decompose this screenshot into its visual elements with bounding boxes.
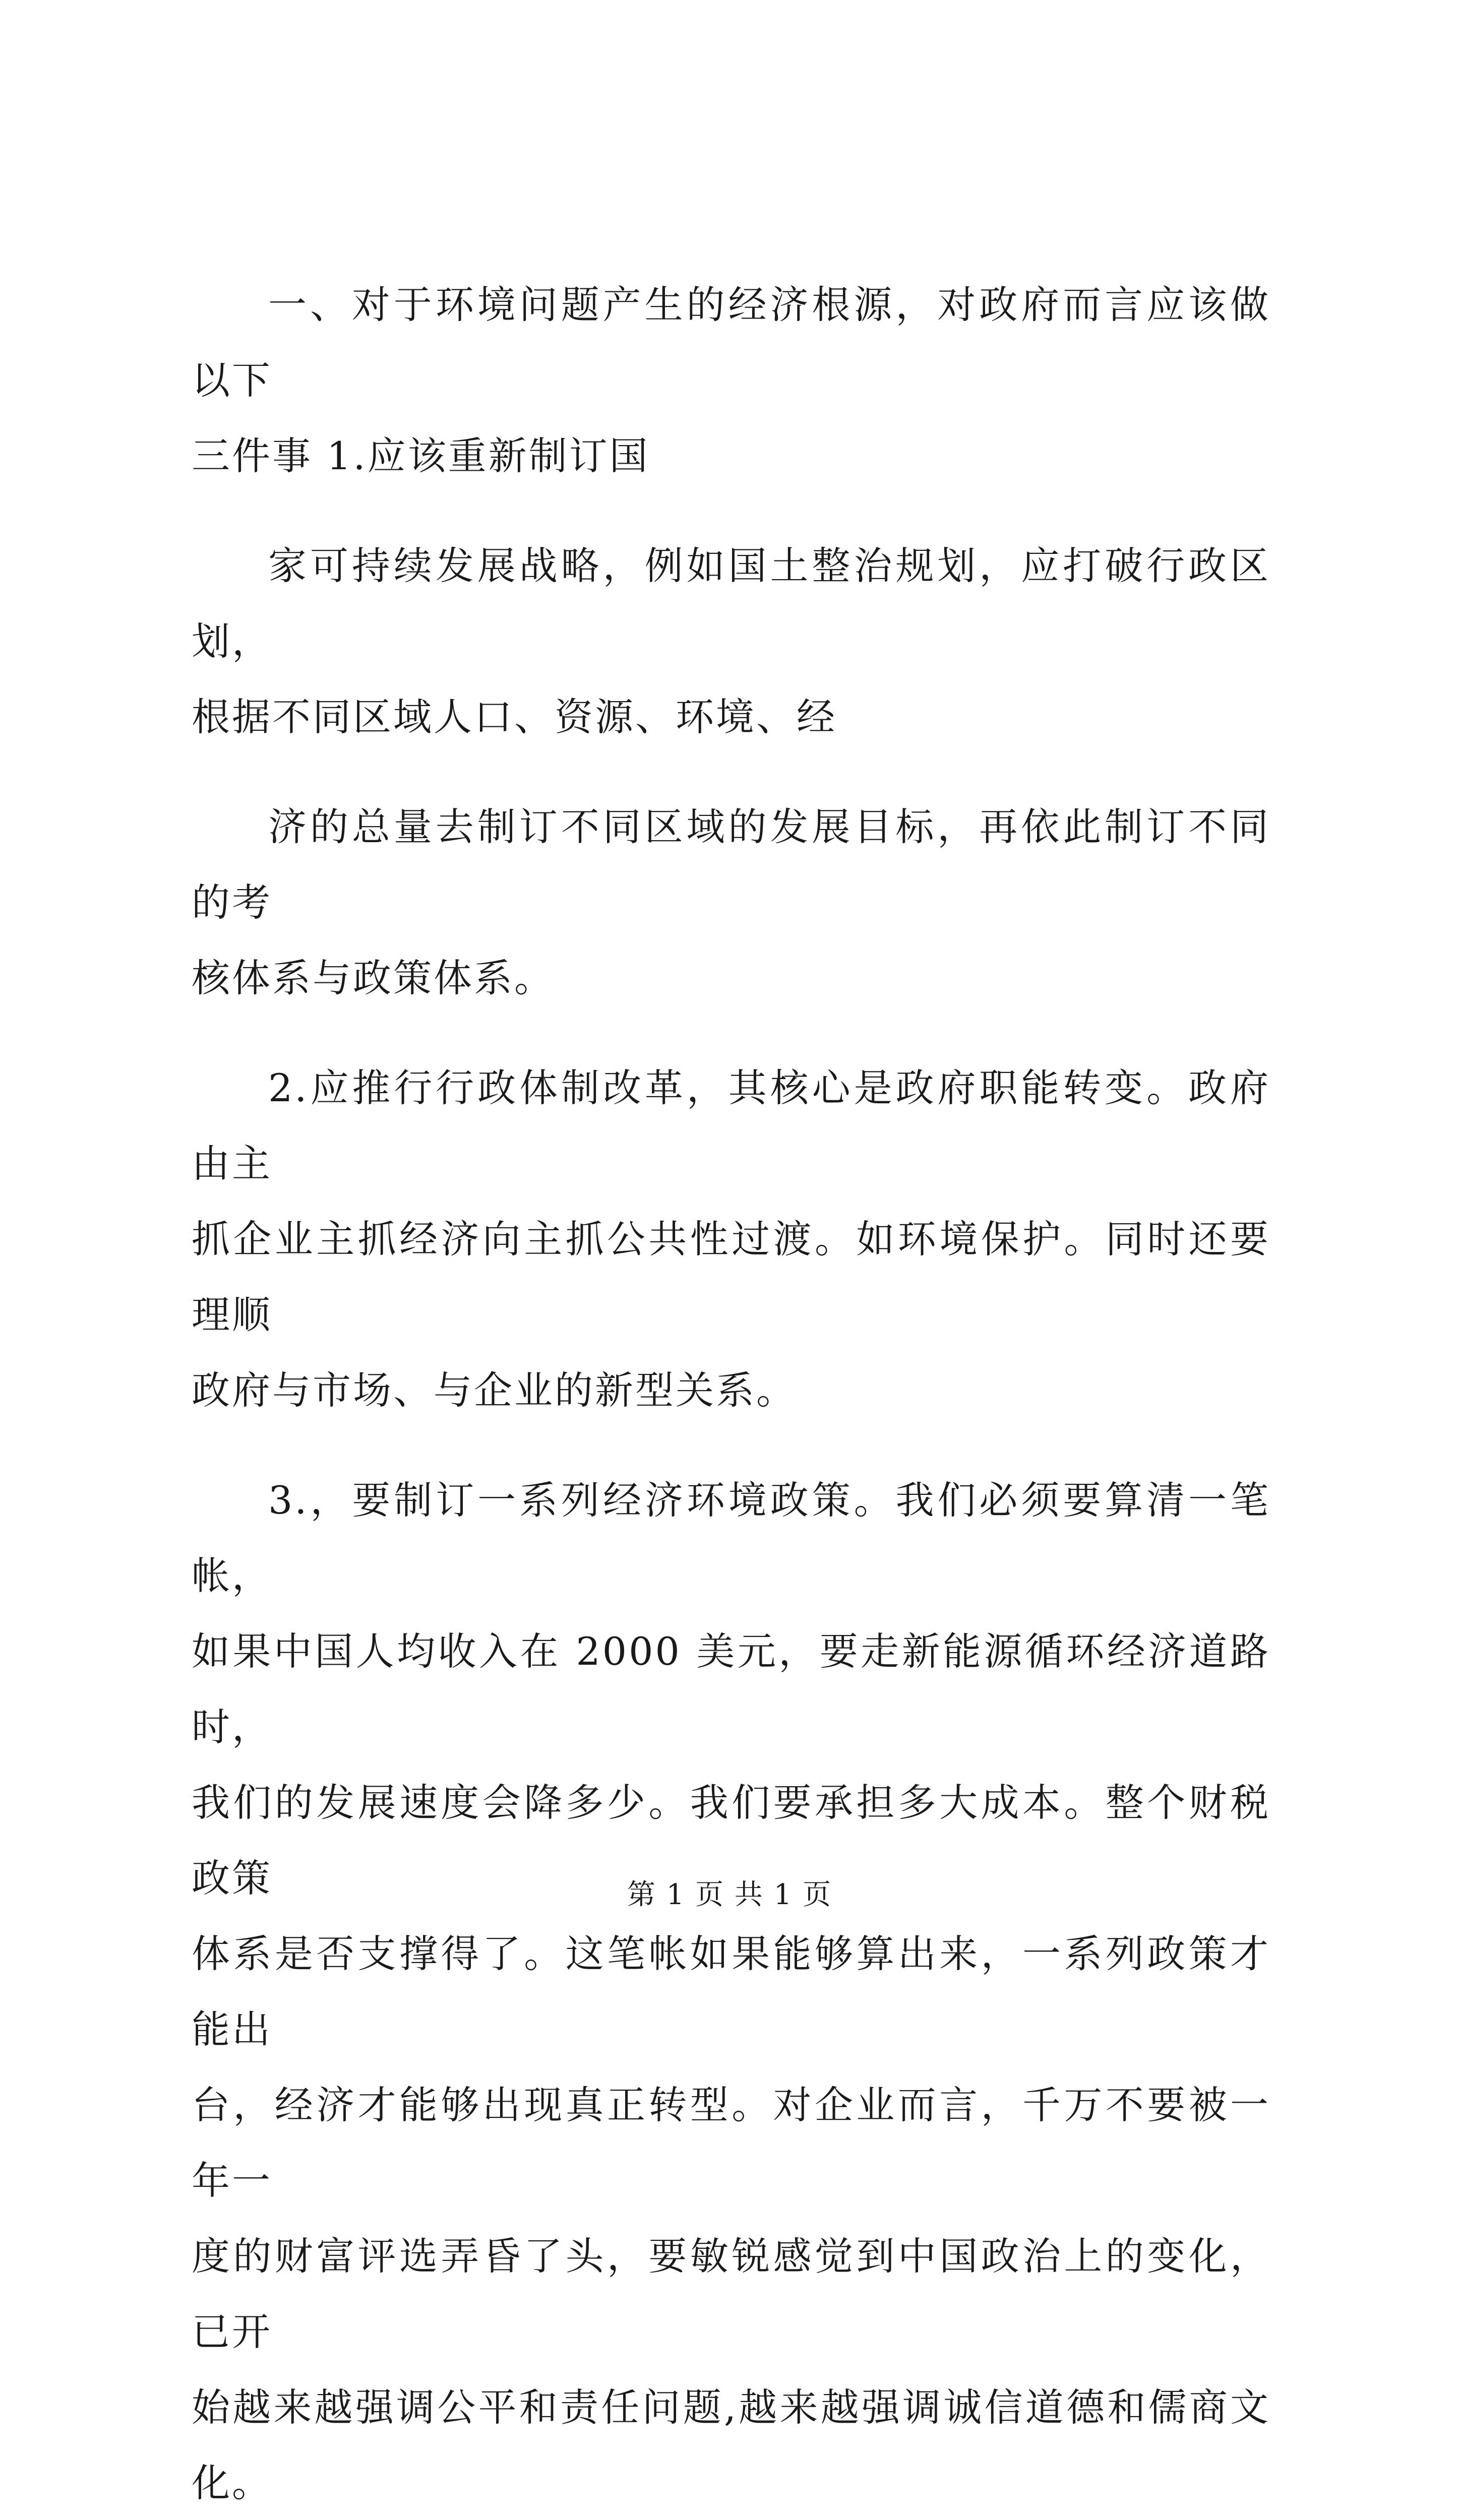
document-body xyxy=(192,267,1270,2520)
text-line: 始越来越强调公平和责任问题,越来越强调诚信道德和儒商文化。 xyxy=(192,2385,1270,2505)
text-line: 度的财富评选弄昏了头，要敏锐感觉到中国政治上的变化，已开 xyxy=(192,2234,1270,2354)
text-line: 如果中国人均收入在 2000 美元，要走新能源循环经济道路时， xyxy=(192,1629,1270,1749)
text-line: 抓企业主抓经济向主抓公共性过渡。如环境保护。同时还要理顺 xyxy=(192,1217,1270,1337)
text-line: 体系是否支撑得了。这笔帐如果能够算出来，一系列政策才能出 xyxy=(192,1931,1270,2052)
paragraph xyxy=(192,267,1270,494)
text-line: 家可持续发展战略，例如国土整治规划，应打破行政区划， xyxy=(192,543,1270,664)
text-line: 政府与市场、与企业的新型关系。 xyxy=(192,1368,797,1413)
paragraph xyxy=(192,789,1270,1016)
text-line: 台，经济才能够出现真正转型。对企业而言，千万不要被一年一 xyxy=(192,2083,1270,2203)
text-line: 2.应推行行政体制改革，其核心是政府职能转变。政府由主 xyxy=(192,1065,1270,1186)
page-number-label: 第 1 页 共 1 页 xyxy=(627,1878,832,1911)
page-footer xyxy=(0,1875,1459,1915)
text-line: 济的总量去制订不同区域的发展目标，再依此制订不同的考 xyxy=(192,804,1270,925)
paragraph xyxy=(192,1050,1270,1428)
text-line: 我们的发展速度会降多少。我们要承担多大成本。整个财税政策 xyxy=(192,1780,1270,1901)
text-line: 一、对于环境问题产生的经济根源，对政府而言应该做以下 xyxy=(192,282,1270,403)
paragraph xyxy=(192,1463,1270,2520)
paragraph xyxy=(192,528,1270,755)
text-line: 3.，要制订一系列经济环境政策。我们必须要算清一笔帐， xyxy=(192,1478,1270,1598)
text-line: 核体系与政策体系。 xyxy=(192,956,555,1000)
text-line: 三件事 1.应该重新制订国 xyxy=(192,433,650,478)
text-line: 根据不同区域人口、资源、环境、经 xyxy=(192,695,837,739)
